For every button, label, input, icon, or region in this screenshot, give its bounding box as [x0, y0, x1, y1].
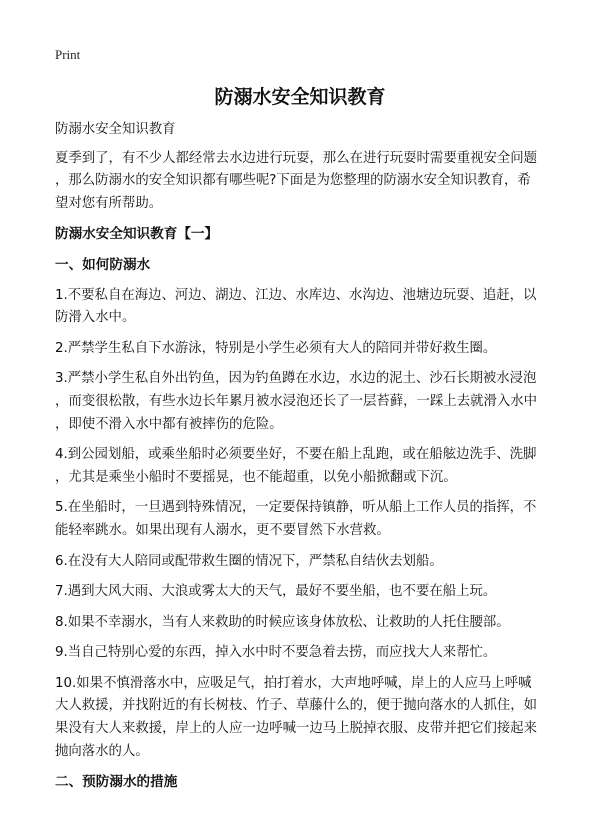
- list-item: 1.不要私自在海边、河边、湖边、江边、水库边、水沟边、池塘边玩耍、追赶，以 防滑入水中。: [55, 287, 537, 326]
- part1-heading: 一、如何防溺水: [55, 256, 151, 273]
- list-item: 6.在没有大人陪同或配带救生圈的情况下，严禁私自结伙去划船。: [55, 553, 443, 569]
- list-item: 7.遇到大风大雨、大浪或雾太大的天气，最好不要坐船，也不要在船上玩。: [55, 584, 497, 600]
- section-heading: 防溺水安全知识教育【一】: [55, 226, 219, 243]
- list-item: 10.如果不慎滑落水中，应吸足气，拍打着水，大声地呼喊，岸上的人应马上呼喊 大人救援，并找附近的有长树枝、竹子、草藤什么的，便于抛向落水的人抓住，如 果没有大人来救援，岸上的人应一边呼喊一边马上脱掉衣服、皮带并把它们接起来 抛向落水的人。: [55, 675, 538, 759]
- page-title: 防溺水安全知识教育: [214, 86, 386, 108]
- list-item: 5.在坐船时，一旦遇到特殊情况，一定要保持镇静，听从船上工作人员的指挥，不 能轻率跳水。如果出现有人溺水，更不要冒然下水营救。: [55, 500, 537, 538]
- list-item: 3.严禁小学生私自外出钓鱼，因为钓鱼蹲在水边，水边的泥土、沙石长期被水浸泡 ，而变很松散，有些水边长年累月被水浸泡还长了一层苔藓，一踩上去就滑入水中 ，即使不滑入水中都有被摔伤的危险。: [55, 371, 538, 432]
- list-item: 9.当自己特别心爱的东西，掉入水中时不要急着去捞，而应找大人来帮忙。: [55, 645, 497, 661]
- subtitle: 防溺水安全知识教育: [55, 122, 176, 137]
- document-body: [55, 119, 555, 802]
- part2-heading: 二、预防溺水的措施: [55, 774, 178, 791]
- print-link[interactable]: Print: [55, 47, 81, 62]
- list-item: 2.严禁学生私自下水游泳，特别是小学生必须有大人的陪同并带好救生圈。: [55, 340, 497, 356]
- list-item: 8.如果不幸溺水，当有人来救助的时候应该身体放松、让救助的人托住腰部。: [55, 614, 510, 630]
- intro-paragraph: 夏季到了，有不少人都经常去水边进行玩耍，那么在进行玩耍时需要重视安全问题 ，那么防溺水的安全知识都有哪些呢?下面是为您整理的防溺水安全知识教育，希 望对您有所帮助。: [55, 150, 538, 211]
- list-item: 4.到公园划船，或乘坐船时必须要坐好，不要在船上乱跑，或在船舷边洗手、洗脚 ，尤其是乘坐小船时不要摇晃，也不能超重，以免小船掀翻或下沉。: [55, 447, 537, 485]
